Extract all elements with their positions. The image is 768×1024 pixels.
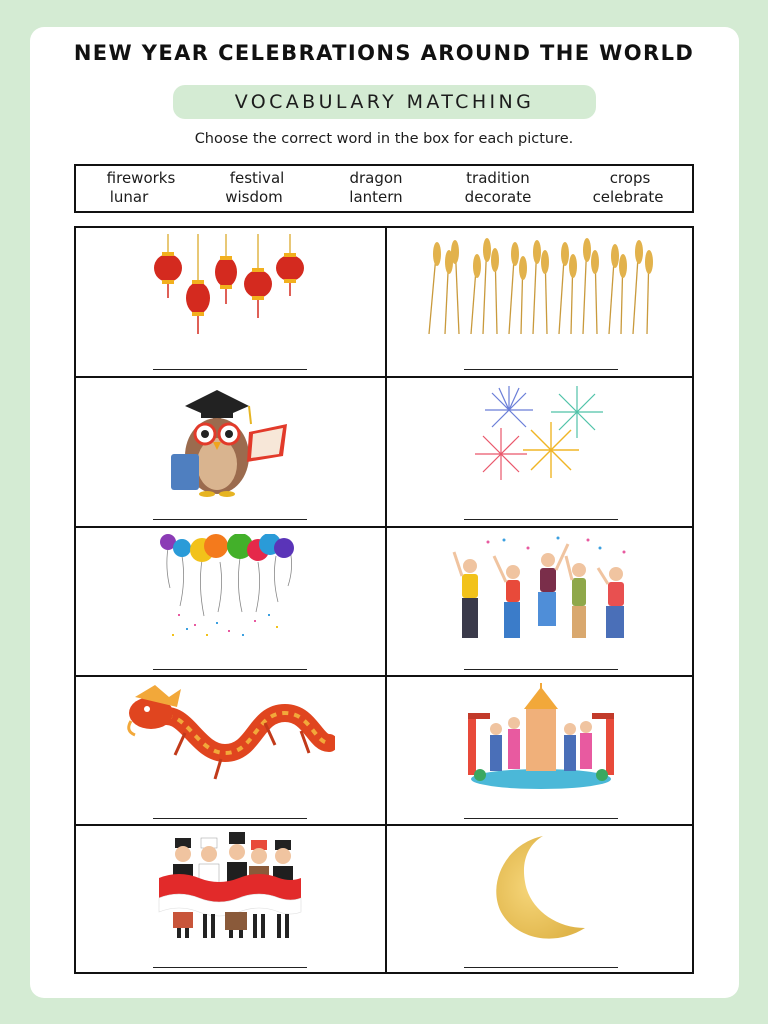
answer-line[interactable]: [153, 669, 307, 671]
word-bank-box: [74, 164, 694, 213]
instruction-text: Choose the correct word in the box for each picture.: [194, 131, 574, 147]
page-title: NEW YEAR CELEBRATIONS AROUND THE WORLD: [73, 41, 695, 65]
answer-line[interactable]: [464, 669, 618, 671]
picture-cell: [76, 378, 383, 526]
answer-line[interactable]: [464, 818, 618, 820]
picture-cell: [387, 228, 694, 376]
picture-cell: [76, 826, 383, 974]
picture-cell: [76, 528, 383, 676]
picture-cell: [387, 528, 694, 676]
picture-cell: [387, 826, 694, 974]
word-bank-word: wisdom: [225, 188, 283, 206]
fireworks-icon: [469, 384, 613, 484]
word-bank-word: decorate: [464, 188, 532, 206]
wise-owl-icon: [165, 384, 295, 498]
word-bank-word: dragon: [349, 169, 403, 187]
answer-line[interactable]: [153, 519, 307, 521]
picture-cell: [76, 677, 383, 825]
word-bank-word: festival: [229, 169, 285, 187]
festival-scene-icon: [468, 683, 614, 793]
chinese-dragon-icon: [125, 683, 335, 793]
picture-cell: [387, 677, 694, 825]
word-bank-word: celebrate: [592, 188, 664, 206]
picture-grid: [74, 226, 694, 974]
red-lanterns-icon: [150, 234, 310, 342]
answer-line[interactable]: [153, 818, 307, 820]
answer-line[interactable]: [464, 519, 618, 521]
word-bank-word: crops: [609, 169, 651, 187]
people-celebrating-icon: [448, 534, 634, 646]
wheat-crops-icon: [425, 234, 657, 334]
answer-line[interactable]: [464, 967, 618, 969]
answer-line[interactable]: [153, 369, 307, 371]
subtitle-text: VOCABULARY MATCHING: [234, 91, 535, 113]
picture-cell: [76, 228, 383, 376]
word-bank-word: lunar: [109, 188, 149, 206]
answer-line[interactable]: [153, 967, 307, 969]
answer-line[interactable]: [464, 369, 618, 371]
picture-cell: [387, 378, 694, 526]
balloons-confetti-icon: [158, 534, 302, 642]
word-bank-word: tradition: [466, 169, 530, 187]
crescent-moon-icon: [481, 832, 601, 946]
subtitle-banner: [173, 85, 596, 119]
traditional-costume-group-icon: [155, 832, 305, 942]
word-bank-word: fireworks: [106, 169, 176, 187]
word-bank-word: lantern: [349, 188, 403, 206]
